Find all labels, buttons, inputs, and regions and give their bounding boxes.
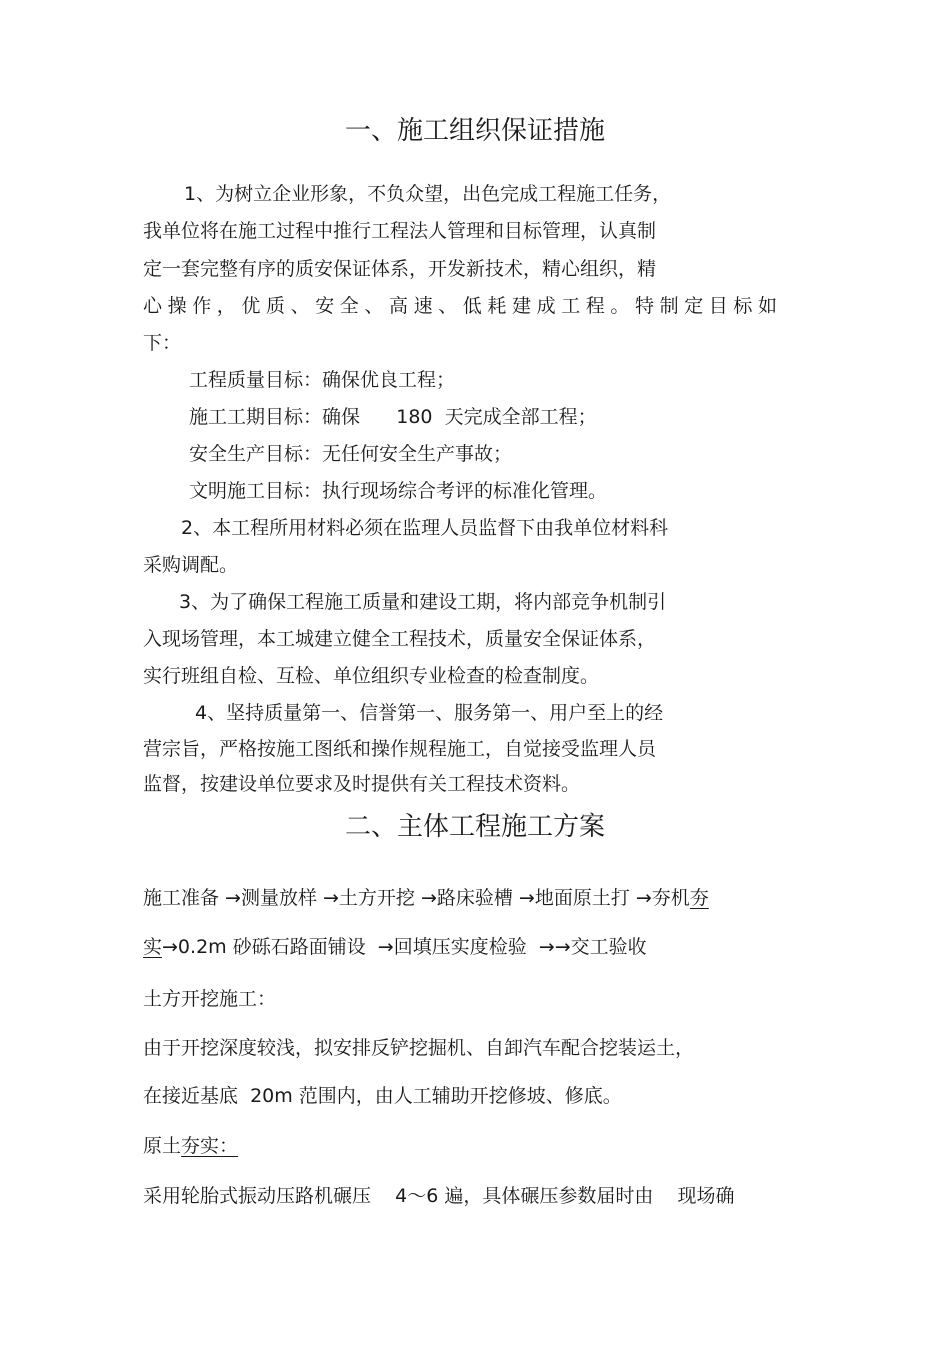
item4-line1: 4、坚持质量第一、信誉第一、服务第一、用户至上的经 [195, 702, 664, 724]
goal-quality: 工程质量目标：确保优良工程； [189, 369, 456, 391]
item1-line3: 定一套完整有序的质安保证体系，开发新技术，精心组织，精 [143, 258, 657, 280]
section2-heading: 二、主体工程施工方案 [344, 812, 605, 842]
item1-line2: 我单位将在施工过程中推行工程法人管理和目标管理，认真制 [143, 220, 657, 242]
compaction-title [143, 1133, 238, 1159]
item4-line2: 营宗旨，严格按施工图纸和操作规程施工，自觉接受监理人员 [143, 738, 657, 760]
goal-safety: 安全生产目标：无任何安全生产事故； [189, 443, 513, 465]
goal-civilized: 文明施工目标：执行现场综合考评的标准化管理。 [189, 480, 608, 502]
compaction-title-underlined: 夯实： [181, 1135, 239, 1157]
item3-line1: 3、为了确保工程施工质量和建设工期，将内部竞争机制引 [179, 591, 667, 613]
item4-line3: 监督，按建设单位要求及时提供有关工程技术资料。 [143, 773, 581, 795]
flow-line1-underlined: 夯 [689, 887, 709, 909]
item1-line1: 1、为树立企业形象，不负众望，出色完成工程施工任务， [184, 183, 672, 205]
item1-line4: 心操作，优质、安全、高速、低耗建成工程。特制定目标如 [143, 295, 783, 317]
compaction-line1: 采用轮胎式振动压路机碾压 4～6 遍，具体碾压参数届时由 现场确 [143, 1185, 735, 1207]
flow-line2-underlined: 实 [143, 936, 163, 958]
earthwork-line2: 在接近基底 20m 范围内，由人工辅助开挖修坡、修底。 [143, 1085, 622, 1107]
item3-line3: 实行班组自检、互检、单位组织专业检查的检查制度。 [143, 665, 600, 687]
flow-line1-text: 施工准备 →测量放样 →土方开挖 →路床验槽 →地面原土打 →夯机 [143, 887, 690, 909]
item3-line2: 入现场管理，本工城建立健全工程技术，质量安全保证体系， [143, 628, 657, 650]
item2-line1: 2、本工程所用材料必须在监理人员监督下由我单位材料科 [181, 517, 669, 539]
flow-line1 [143, 885, 709, 911]
earthwork-title: 土方开挖施工： [143, 988, 277, 1010]
goal-schedule: 施工工期目标：确保 180 天完成全部工程； [189, 406, 597, 428]
flow-line2-text: →0.2m 砂砾石路面铺设 →回填压实度检验 →→交工验收 [162, 936, 647, 958]
earthwork-line1: 由于开挖深度较浅，拟安排反铲挖掘机、自卸汽车配合挖装运土， [143, 1037, 695, 1059]
item1-line5: 下： [143, 332, 182, 354]
compaction-title-plain: 原土 [143, 1135, 182, 1157]
flow-line2 [143, 934, 647, 960]
section1-heading: 一、施工组织保证措施 [344, 116, 605, 146]
item2-line2: 采购调配。 [143, 554, 239, 576]
